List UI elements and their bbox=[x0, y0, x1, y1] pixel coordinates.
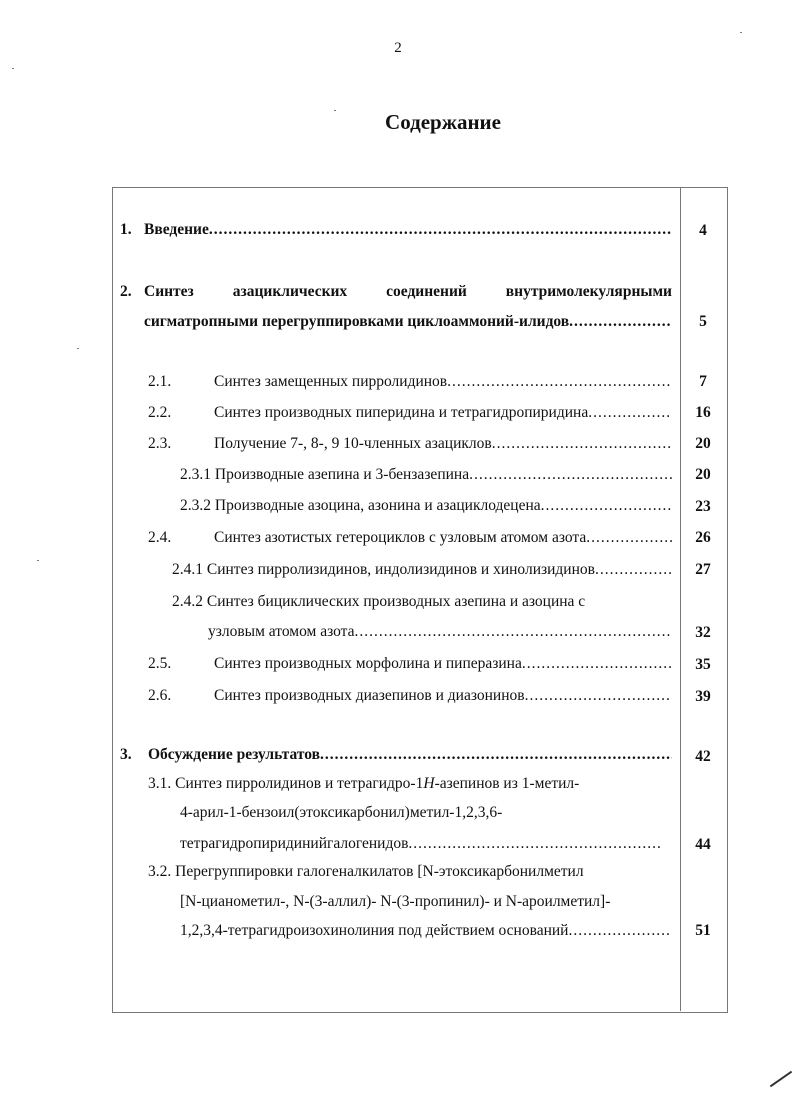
toc-page-2-4-1: 27 bbox=[695, 561, 711, 578]
toc-entry-3: 3. Обсуждение результатов ..... bbox=[120, 745, 672, 765]
toc-entry-3-2-line2: [N-цианометил-, N-(3-аллил)- N-(3-пропинил)- и N-ароилметил]- bbox=[180, 893, 611, 910]
scan-speck bbox=[740, 32, 742, 33]
toc-entry-2-line2: сигматропными перегруппировками циклоаммоний-илидов ..... bbox=[144, 312, 672, 332]
toc-entry-2-5: 2.5. Синтез производных морфолина и пиперазина ..... bbox=[148, 654, 672, 674]
toc-page-2-6: 39 bbox=[695, 688, 711, 705]
toc-entry-2-4-2-line1: 2.4.2 Синтез бициклических производных азепина и азоцина с bbox=[172, 593, 586, 610]
toc-page-1: 4 bbox=[699, 222, 707, 239]
toc-entry-2-4-2-line2: узловым атомом азота ..... bbox=[208, 622, 672, 642]
page-number: 2 bbox=[394, 40, 402, 56]
toc-page-2-1: 7 bbox=[699, 373, 707, 390]
toc-entry-2-3-1: 2.3.1 Производные азепина и 3-бензазепина ..... bbox=[180, 465, 672, 485]
toc-page-2-3-2: 23 bbox=[695, 498, 711, 515]
toc-entry-2-6: 2.6. Синтез производных диазепинов и диазонинов ..... bbox=[148, 686, 672, 706]
toc-page-2-4: 26 bbox=[695, 529, 711, 546]
toc-entry-3-1-line1: 3.1. Синтез пирролидинов и тетрагидро-1H-азепинов из 1-метил- bbox=[148, 775, 580, 792]
toc-entry-2-4-1: 2.4.1 Синтез пирролизидинов, индолизидинов и хинолизидинов ..... bbox=[172, 560, 672, 580]
scan-speck bbox=[37, 560, 39, 561]
scan-speck bbox=[77, 348, 79, 349]
toc-page-3: 42 bbox=[695, 748, 711, 765]
page-column-divider bbox=[680, 187, 681, 1011]
toc-page-2-2: 16 bbox=[695, 404, 711, 421]
scan-pen-mark bbox=[770, 1071, 792, 1088]
toc-entry-2-3: 2.3. Получение 7-, 8-, 9 10-членных азациклов ..... bbox=[148, 434, 672, 454]
scan-speck bbox=[334, 110, 336, 111]
toc-entry-2-1: 2.1. Синтез замещенных пирролидинов ..... bbox=[148, 372, 672, 392]
toc-page-2-4-2: 32 bbox=[695, 624, 711, 641]
toc-entry-2-4: 2.4. Синтез азотистых гетероциклов с узловым атомом азота ..... bbox=[148, 528, 672, 548]
toc-page-3-1: 44 bbox=[695, 836, 711, 853]
toc-entry-3-1-line2: 4-арил-1-бензоил(этоксикарбонил)метил-1,2,3,6- bbox=[180, 804, 503, 821]
toc-entry-1: 1. Введение ..... bbox=[120, 220, 672, 240]
toc-page-2-5: 35 bbox=[695, 656, 711, 673]
toc-entry-3-2-line1: 3.2. Перегруппировки галогеналкилатов [N-этоксикарбонилметил bbox=[148, 863, 584, 880]
toc-entry-2-2: 2.2. Синтез производных пиперидина и тетрагидропиридина ..... bbox=[148, 403, 672, 423]
toc-entry-2-line1: Синтез азациклических соединений внутримолекулярными bbox=[144, 283, 672, 300]
toc-entry-3-1-line3: тетрагидропиридинийгалогенидов ..... bbox=[180, 834, 660, 854]
toc-entry-2-number: 2. bbox=[120, 283, 132, 300]
toc-entry-3-2-line3: 1,2,3,4-тетрагидроизохинолиния под действием оснований ..... bbox=[180, 921, 672, 941]
toc-page-2-3: 20 bbox=[695, 435, 711, 452]
toc-page-2: 5 bbox=[699, 313, 707, 330]
page-title: Содержание bbox=[385, 110, 501, 134]
toc-entry-2-3-2: 2.3.2 Производные азоцина, азонина и азациклодецена ..... bbox=[180, 496, 672, 516]
toc-page-3-2: 51 bbox=[695, 922, 711, 939]
scan-speck bbox=[12, 68, 14, 69]
toc-page-2-3-1: 20 bbox=[695, 466, 711, 483]
